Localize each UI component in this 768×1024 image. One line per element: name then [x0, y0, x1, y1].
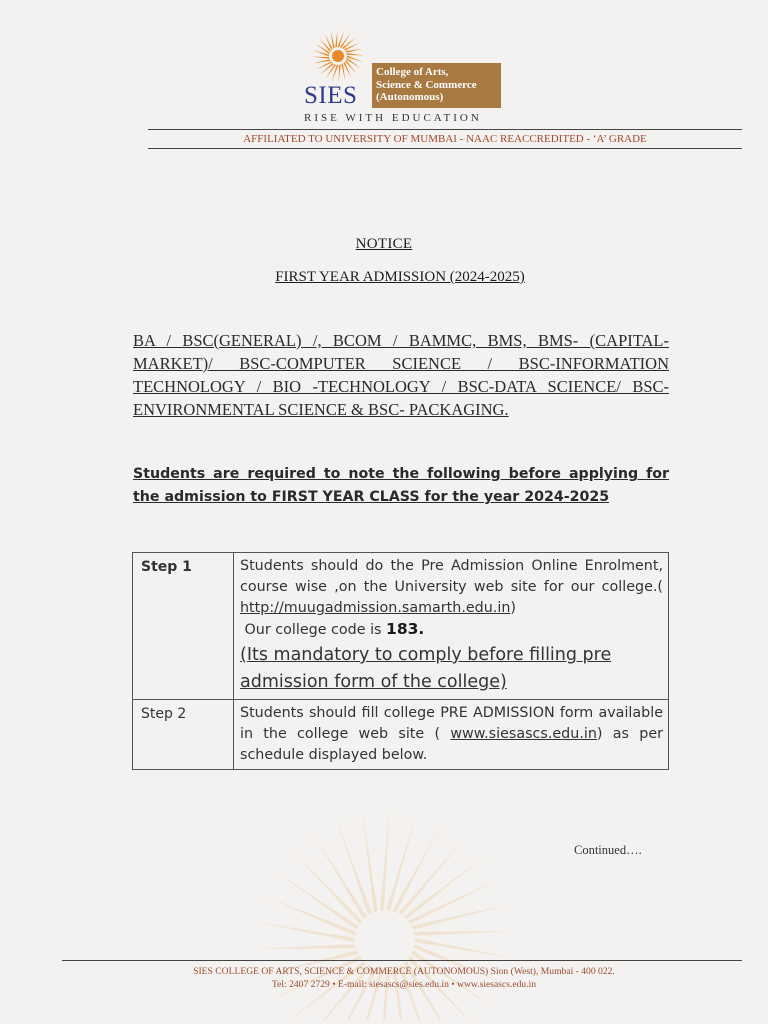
table-row — [133, 553, 669, 700]
mandatory-note: (Its mandatory to comply before filling pre admission form of the college) — [240, 645, 612, 692]
table-row — [133, 700, 669, 770]
university-link[interactable]: http://muugadmission.samarth.edu.in — [240, 600, 511, 616]
steps-table — [132, 552, 669, 770]
tagline: RISE WITH EDUCATION — [304, 112, 482, 124]
notice-title: NOTICE — [355, 236, 413, 252]
footer-address: SIES COLLEGE OF ARTS, SCIENCE & COMMERCE (AUTONOMOUS) Sion (West), Mumbai - 400 022. — [193, 966, 615, 977]
affiliation-line: AFFILIATED TO UNIVERSITY OF MUMBAI - NAAC REACCREDITED - ‘A’ GRADE — [243, 133, 647, 145]
header-rule-top — [148, 129, 742, 130]
continued-note: Continued…. — [574, 843, 642, 857]
college-website-link[interactable]: www.siesascs.edu.in — [450, 726, 597, 742]
college-name-box — [372, 63, 501, 108]
college-code-prefix: Our college code is — [244, 622, 387, 638]
step-2-label: Step 2 — [133, 700, 234, 770]
college-line-1: College of Arts, — [376, 66, 449, 78]
college-line-2: Science & Commerce — [376, 78, 477, 91]
footer-rule — [62, 960, 742, 961]
step-2-text: Students should fill college PRE ADMISSION form available in the college web site ( — [240, 705, 663, 742]
step-2-body — [234, 700, 669, 770]
step-2-text-end: ) as per schedule displayed below. — [240, 726, 663, 763]
college-code: 183. — [386, 620, 425, 638]
step-1-body — [234, 553, 669, 700]
sies-sun-logo-icon — [302, 30, 374, 90]
brand-name: SIES — [304, 82, 358, 109]
step-1-text-end: ) — [510, 600, 516, 616]
footer-contact: Tel: 2407 2729 • E-mail: siesascs@sies.edu.in • www.siesascs.edu.in — [271, 979, 537, 990]
header-rule-bottom — [148, 148, 742, 149]
step-1-label: Step 1 — [133, 553, 234, 700]
step-1-text: Students should do the Pre Admission Online Enrolment, course wise ,on the University web site for our college.( — [240, 558, 663, 595]
college-line-3: (Autonomous) — [376, 91, 444, 103]
course-list: BA / BSC(GENERAL) /, BCOM / BAMMC, BMS, BMS- (CAPITAL-MARKET)/ BSC-COMPUTER SCIENCE / BSC-INFORMATION TECHNOLOGY / BIO -TECHNOLOGY / BSC-DATA SCIENCE/ BSC-ENVIRONMENTAL SCIENCE & BSC- PACKAGING. — [133, 331, 669, 419]
admission-subtitle: FIRST YEAR ADMISSION (2024-2025) — [275, 269, 525, 285]
intro-paragraph: Students are required to note the following before applying for the admission to FIRST YEAR CLASS for the year 2024-2025 — [133, 466, 669, 505]
